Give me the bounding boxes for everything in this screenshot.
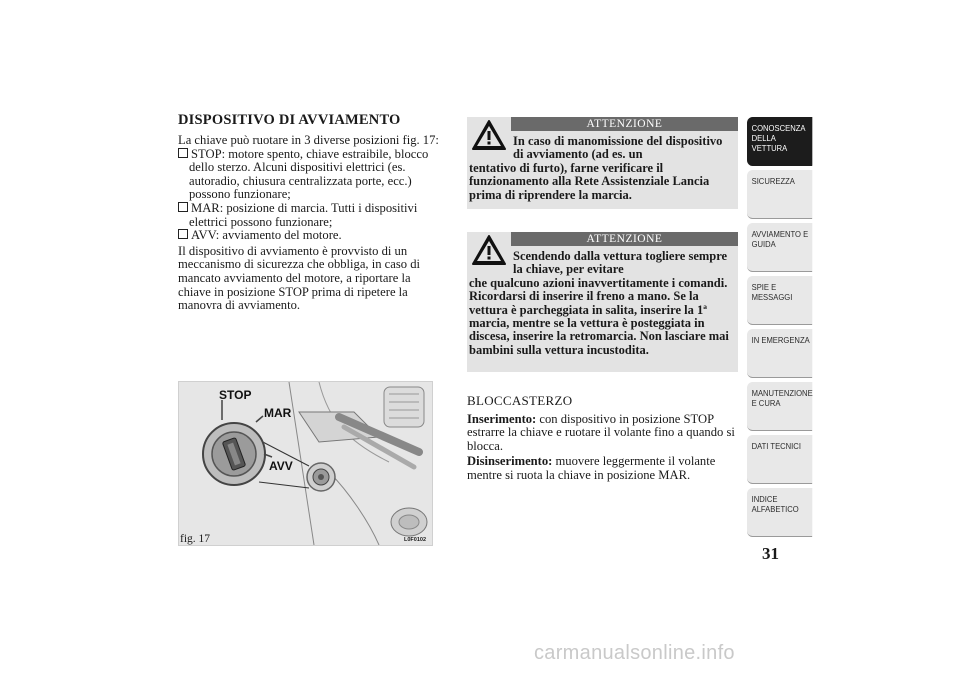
warning-header: ATTENZIONE: [511, 232, 738, 246]
tab-in-emergenza[interactable]: IN EMERGENZA: [747, 329, 812, 378]
figure-code: L0F0102: [404, 537, 427, 543]
ignition-illustration: [179, 382, 432, 545]
warning-text: In caso di manomissione del dispositivo di avviamento (ad es. un tentativo di furto), farne verificare il funzionamento alla Rete Assistenziale Lancia prima di riprendere la marcia.: [469, 134, 723, 202]
tab-dati-tecnici[interactable]: DATI TECNICI: [747, 435, 812, 484]
warning-box: [467, 117, 738, 209]
left-body: [178, 134, 440, 313]
subsection-title: BLOCCASTERZO: [467, 393, 573, 408]
tab-sicurezza[interactable]: SICUREZZA: [747, 170, 812, 219]
chapter-tabs: [747, 117, 818, 541]
tab-indice-alfabetico[interactable]: INDICE ALFABETICO: [747, 488, 812, 537]
ignition-figure: [178, 381, 433, 546]
checkbox-bullet-icon: [178, 148, 188, 158]
list-item: MAR: posizione di marcia. Tutti i dispositivi elettrici possono funzionare;: [178, 202, 440, 229]
intro-text: La chiave può ruotare in 3 diverse posizioni fig. 17:: [178, 133, 439, 147]
warning-text: Scendendo dalla vettura togliere sempre la chiave, per evitare che qualcuno azioni inavvertitamente i comandi. Ricordarsi di inserire il freno a mano. Se la vettura è parcheggiata in salita, inserire la 1ª marcia, mentre se la vettura è posteggiata in discesa, inserire la retromarcia. Non lasciare mai bambini sulla vettura incustodita.: [469, 249, 729, 357]
right-column: [467, 394, 735, 485]
watermark: carmanualsonline.info: [534, 642, 735, 664]
figure-label: fig. 17: [180, 533, 211, 545]
insert-paragraph: Inserimento: con dispositivo in posizione STOP estrarre la chiave e ruotare il volante fino a quando si blocca.: [467, 411, 735, 453]
section-title: DISPOSITIVO DI AVVIAMENTO: [178, 112, 401, 128]
tab-manutenzione-e-cura[interactable]: MANUTENZIONE E CURA: [747, 382, 812, 431]
left-column: [178, 112, 440, 313]
callout-avv: AVV: [269, 459, 293, 473]
tab-spie-e-messaggi[interactable]: SPIE E MESSAGGI: [747, 276, 812, 325]
warning-header: ATTENZIONE: [511, 117, 738, 131]
page-number: 31: [762, 544, 779, 563]
checkbox-bullet-icon: [178, 229, 188, 239]
tab-avviamento-e-guida[interactable]: AVVIAMENTO E GUIDA: [747, 223, 812, 272]
checkbox-bullet-icon: [178, 202, 188, 212]
list-item: STOP: motore spento, chiave estraibile, blocco dello sterzo. Alcuni dispositivi elettrici (es. autoradio, chiusura centralizzata porte, ecc.) possono funzionare;: [178, 148, 440, 202]
warning-box: [467, 232, 738, 372]
disinsert-paragraph: Disinserimento: muovere leggermente il volante mentre si ruota la chiave in posizione MAR.: [467, 454, 716, 482]
safety-paragraph: Il dispositivo di avviamento è provvisto di un meccanismo di sicurezza che obbliga, in caso di mancato avviamento del motore, a riportare la chiave in posizione STOP prima di ripetere la manovra di avviamento.: [178, 243, 420, 313]
callout-stop: STOP: [219, 388, 252, 402]
list-item: AVV: avviamento del motore.: [178, 229, 440, 243]
tab-conoscenza-della-vettura[interactable]: CONOSCENZA DELLA VETTURA: [747, 117, 812, 166]
callout-mar: MAR: [264, 406, 292, 420]
